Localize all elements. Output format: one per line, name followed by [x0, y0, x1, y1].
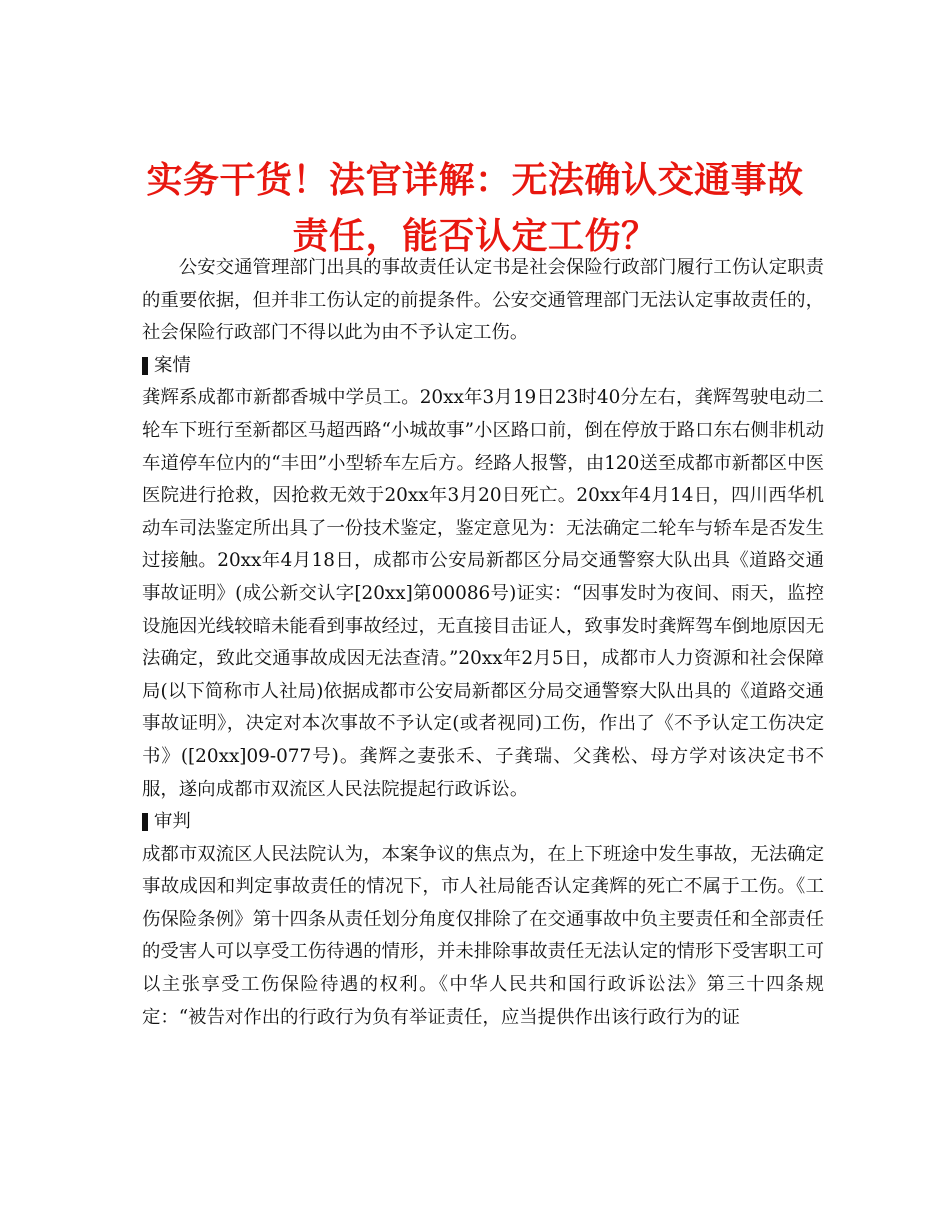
section-heading-label: 审判 [154, 811, 191, 833]
section-marker-icon [142, 357, 148, 375]
section-heading-case [142, 350, 824, 383]
intro-paragraph: 公安交通管理部门出具的事故责任认定书是社会保险行政部门履行工伤认定职责的重要依据，但并非工伤认定的前提条件。公安交通管理部门无法认定事故责任的，社会保险行政部门不得以此为由不予认定工伤。 [142, 257, 824, 344]
trial-paragraph: 成都市双流区人民法院认为，本案争议的焦点为，在上下班途中发生事故，无法确定事故成因和判定事故责任的情况下，市人社局能否认定龚辉的死亡不属于工伤。《工伤保险条例》第十四条从责任划分角度仅排除了在交通事故中负主要责任和全部责任的受害人可以享受工伤待遇的情形，并未排除事故责任无法认定的情形下受害职工可以主张享受工伤保险待遇的权利。《中华人民共和国行政诉讼法》第三十四条规定：“被告对作出的行政行为负有举证责任，应当提供作出该行政行为的证 [142, 843, 824, 1028]
section-heading-trial [142, 806, 824, 839]
document-body [142, 252, 824, 1034]
case-paragraph: 龚辉系成都市新都香城中学员工。20xx年3月19日23时40分左右，龚辉驾驶电动二轮车下班行至新都区马超西路“小城故事”小区路口前，倒在停放于路口东右侧非机动车道停车位内的“丰田”小型轿车左后方。经路人报警，由120送至成都市新都区中医医院进行抢救，因抢救无效于20xx年3月20日死亡。20xx年4月14日，四川西华机动车司法鉴定所出具了一份技术鉴定，鉴定意见为：无法确定二轮车与轿车是否发生过接触。20xx年4月18日，成都市公安局新都区分局交通警察大队出具《道路交通事故证明》(成公新交认字[20xx]第00086号)证实：“因事发时为夜间、雨天，监控设施因光线较暗未能看到事故经过，无直接目击证人，致事发时龚辉驾车倒地原因无法确定，致此交通事故成因无法查清。”20xx年2月5日，成都市人力资源和社会保障局(以下简称市人社局)依据成都市公安局新都区分局交通警察大队出具的《道路交通事故证明》，决定对本次事故不予认定(或者视同)工伤，作出了《不予认定工伤决定书》([20xx]09-077号)。龚辉之妻张禾、子龚瑞、父龚松、母方学对该决定书不服，遂向成都市双流区人民法院提起行政诉讼。 [142, 387, 824, 800]
section-heading-label: 案情 [154, 354, 191, 376]
document-title: 实务干货！法官详解：无法确认交通事故责任，能否认定工伤？ [146, 159, 804, 258]
section-marker-icon [142, 813, 148, 831]
